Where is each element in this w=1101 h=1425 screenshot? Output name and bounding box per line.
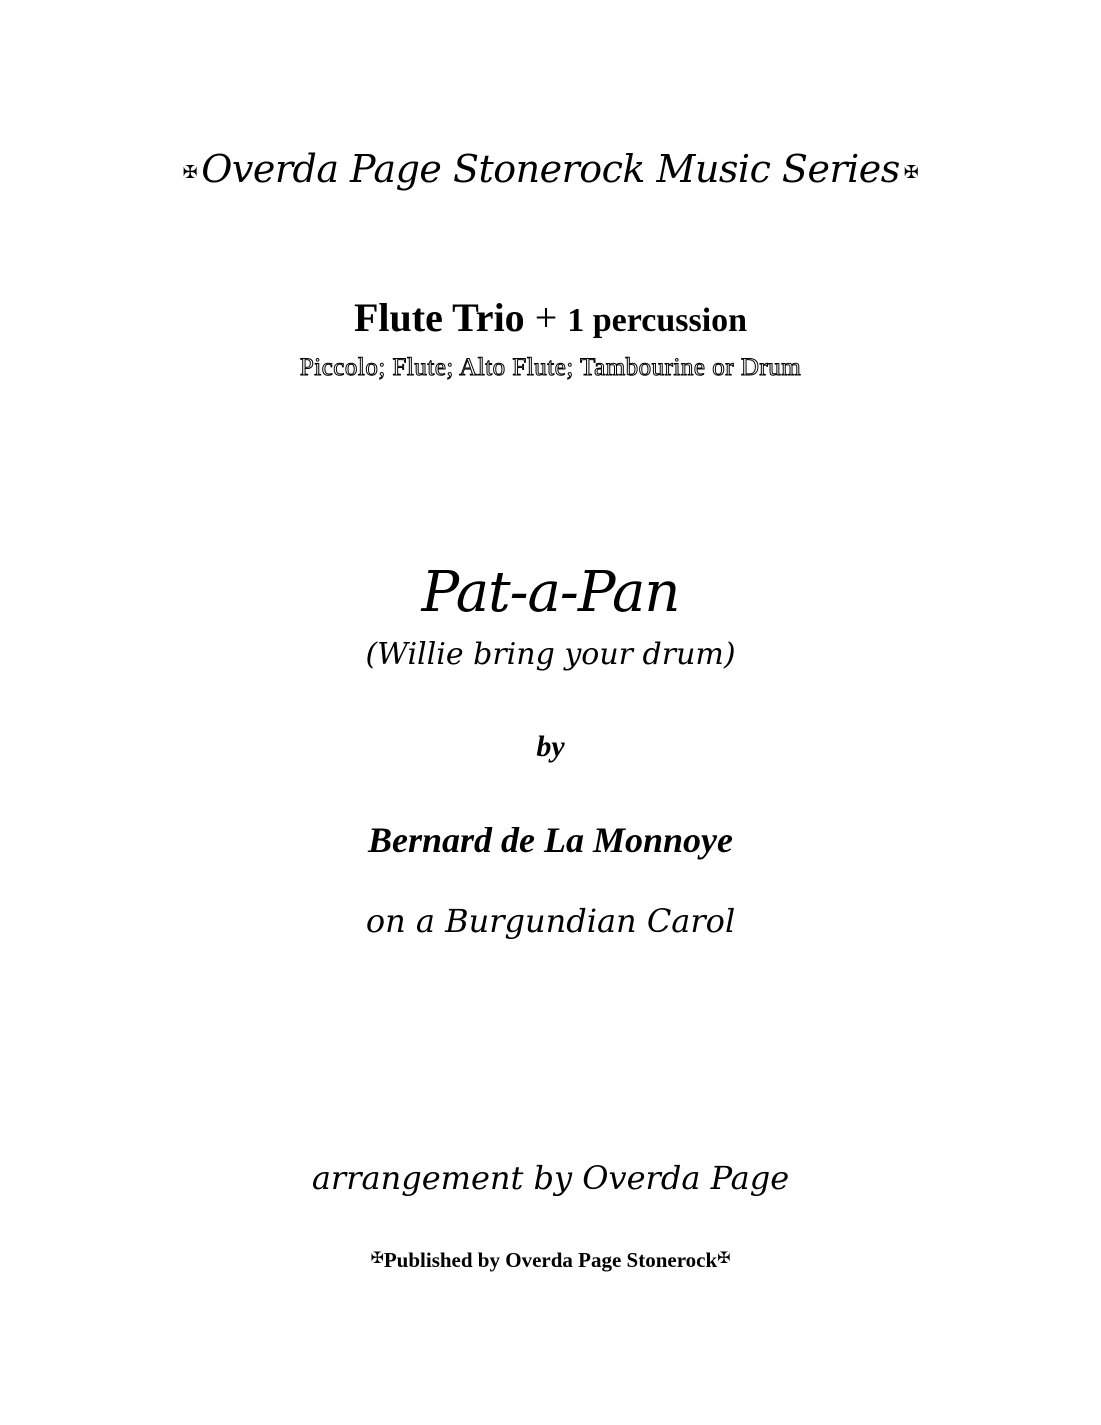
publisher-credit [0, 1250, 1101, 1271]
maltese-cross-icon: ✠ [717, 1248, 731, 1267]
by-label: by [536, 730, 565, 763]
maltese-cross-icon: ✠ [370, 1248, 384, 1267]
series-title: Overda Page Stonerock Music Series [201, 147, 900, 191]
composer-name: Bernard de La Monnoye [367, 820, 733, 860]
series-heading [0, 147, 1101, 191]
ensemble-extra: 1 percussion [567, 302, 748, 339]
publisher-text: Published by Overda Page Stonerock [383, 1248, 718, 1272]
ensemble-heading [0, 295, 1101, 340]
ensemble-plus: + [534, 295, 558, 340]
piece-title: Pat-a-Pan [421, 560, 680, 625]
source-note: on a Burgundian Carol [365, 902, 736, 940]
arranger-credit: arrangement by Overda Page [311, 1159, 790, 1197]
ensemble-main: Flute Trio [353, 295, 525, 340]
piece-subtitle: (Willie bring your drum) [365, 637, 736, 672]
maltese-cross-icon: ✠ [182, 161, 198, 183]
instrument-list: Piccolo; Flute; Alto Flute; Tambourine or Drum [299, 354, 802, 381]
maltese-cross-icon: ✠ [903, 161, 919, 183]
